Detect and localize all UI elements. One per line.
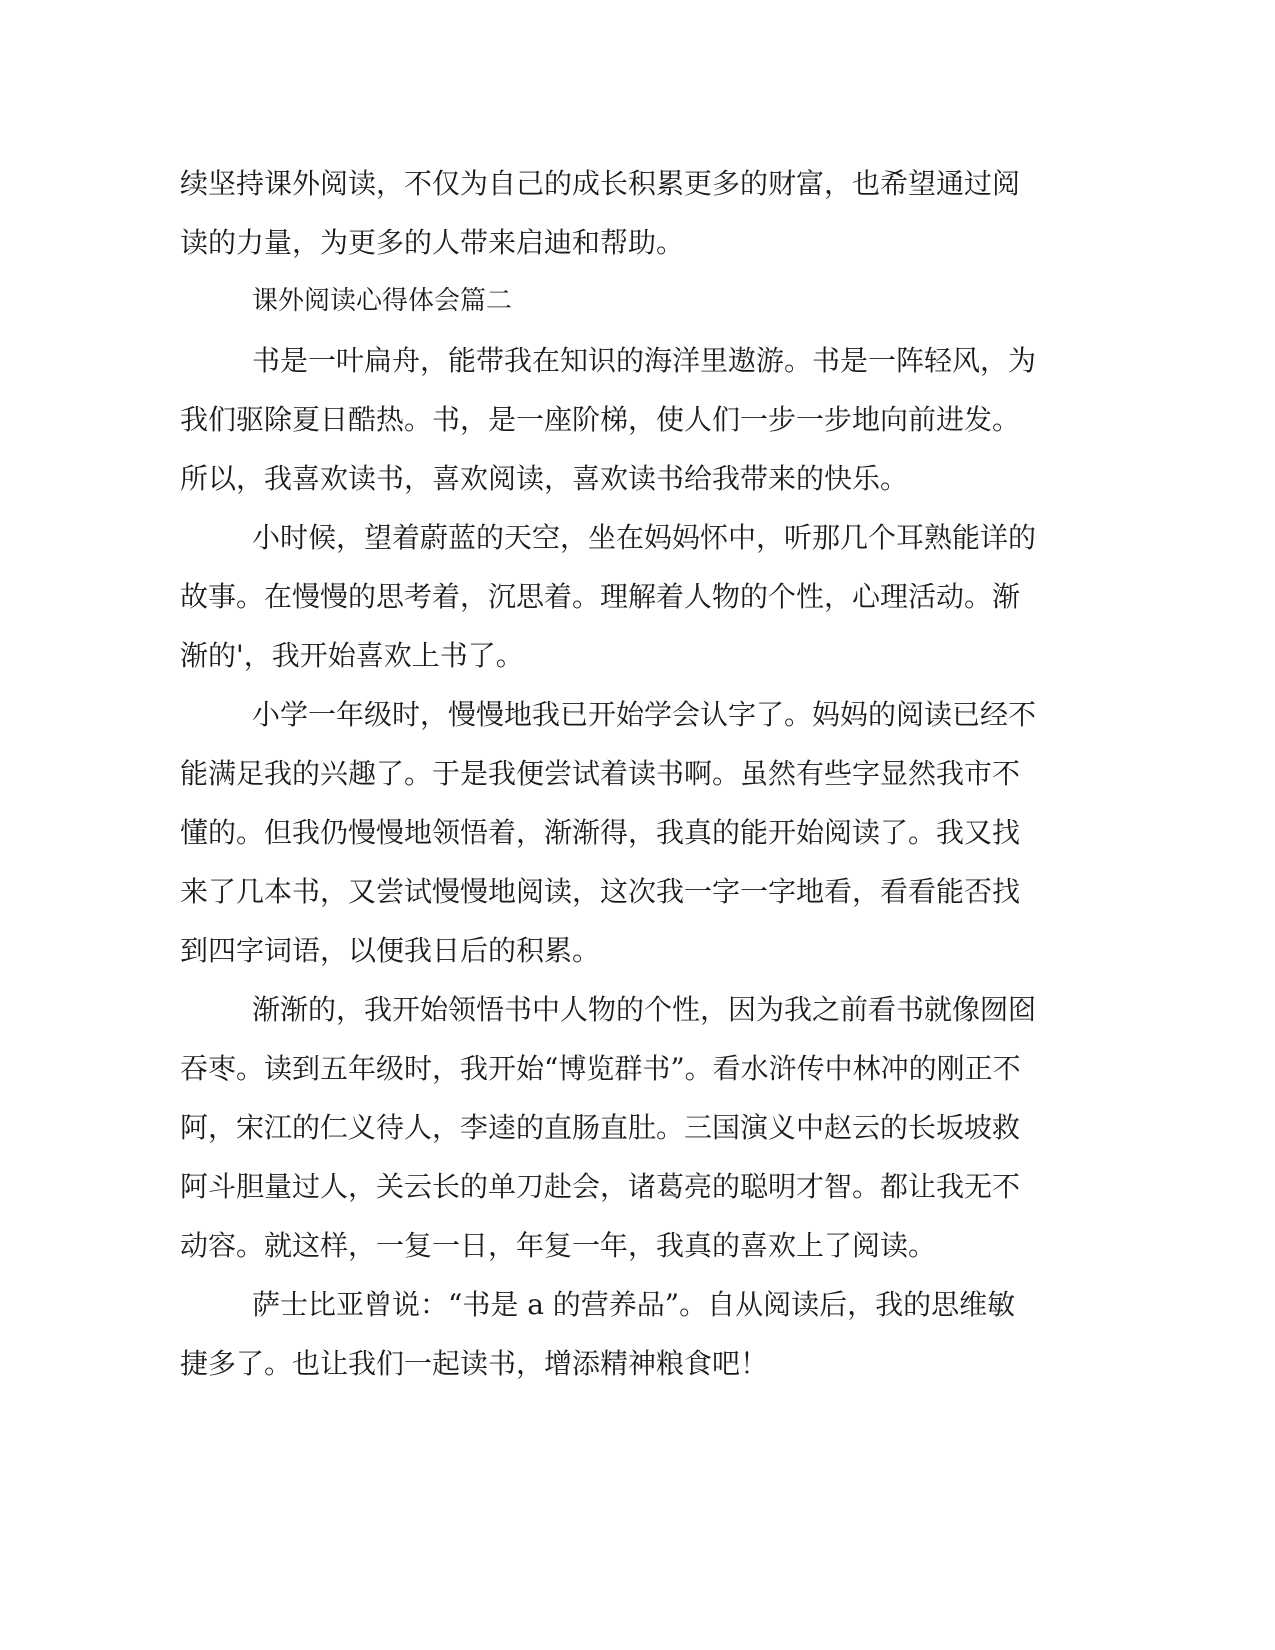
document-body xyxy=(180,154,1040,1393)
paragraph: 书是一叶扁舟，能带我在知识的海洋里遨游。书是一阵轻风，为我们驱除夏日酷热。书，是一座阶梯，使人们一步一步地向前进发。所以，我喜欢读书，喜欢阅读，喜欢读书给我带来的快乐。 xyxy=(180,344,1037,495)
paragraph: 萨士比亚曾说：“书是 a 的营养品”。自从阅读后，我的思维敏捷多了。也让我们一起读书，增添精神粮食吧！ xyxy=(180,1288,1016,1380)
paragraph: 渐渐的，我开始领悟书中人物的个性，因为我之前看书就像囫囵吞枣。读到五年级时，我开始“博览群书”。看水浒传中林冲的刚正不阿，宋江的仁义待人，李逵的直肠直肚。三国演义中赵云的长坂坡救阿斗胆量过人，关云长的单刀赴会，诸葛亮的聪明才智。都让我无不动容。就这样，一复一日，年复一年，我真的喜欢上了阅读。 xyxy=(180,993,1037,1262)
paragraph: 小时候，望着蔚蓝的天空，坐在妈妈怀中，听那几个耳熟能详的故事。在慢慢的思考着，沉思着。理解着人物的个性，心理活动。渐渐的'，我开始喜欢上书了。 xyxy=(180,521,1037,672)
paragraph: 小学一年级时，慢慢地我已开始学会认字了。妈妈的阅读已经不能满足我的兴趣了。于是我便尝试着读书啊。虽然有些字显然我市不懂的。但我仍慢慢地领悟着，渐渐得，我真的能开始阅读了。我又找来了几本书，又尝试慢慢地阅读，这次我一字一字地看，看看能否找到四字词语，以便我日后的积累。 xyxy=(180,698,1037,967)
paragraph-continuation: 续坚持课外阅读，不仅为自己的成长积累更多的财富，也希望通过阅读的力量，为更多的人带来启迪和帮助。 xyxy=(180,167,1021,259)
section-heading: 课外阅读心得体会篇二 xyxy=(252,286,513,316)
